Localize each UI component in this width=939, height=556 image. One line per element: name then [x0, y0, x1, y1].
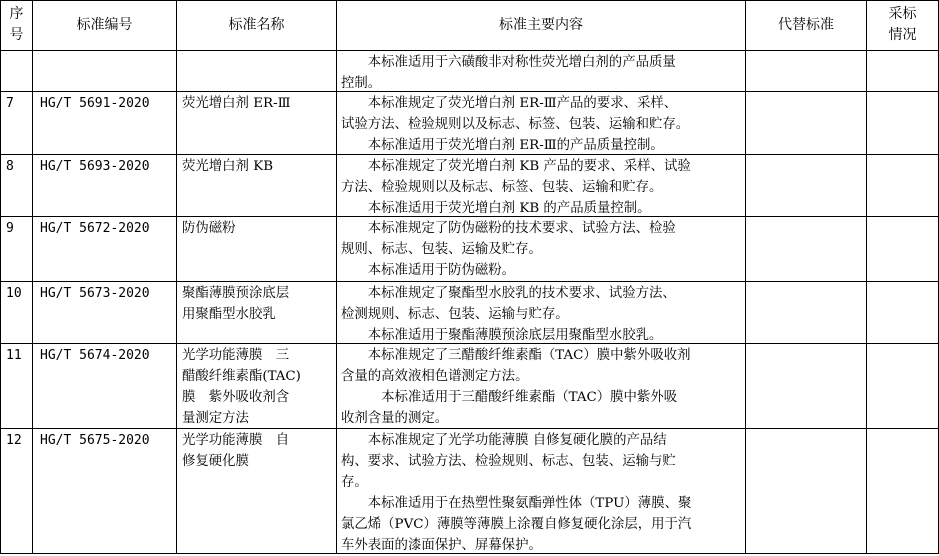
header-seq: 序 号 [9, 6, 24, 43]
col-divider [0, 0, 1, 554]
row-std-no: HG/T 5691-2020 [40, 96, 150, 111]
content-line: 本标准适用于在热塑性聚氨酯弹性体（TPU）薄膜、聚 [341, 496, 692, 511]
row-divider [0, 281, 939, 282]
table-border-top [0, 0, 939, 1]
name-line: 聚酯薄膜预涂底层 [182, 286, 290, 301]
content-line: 氯乙烯（PVC）薄膜等薄膜上涂覆自修复硬化涂层，用于汽 [341, 517, 692, 532]
content-line: 本标准规定了荧光增白剂 ER-Ⅲ产品的要求、采样、 [341, 96, 678, 111]
row-seq: 12 [6, 433, 22, 448]
header-divider [0, 50, 939, 51]
row-content [341, 93, 745, 156]
name-line: 用聚酯型水胶乳 [182, 307, 276, 322]
row-std-name [182, 345, 336, 429]
row-std-name [182, 218, 336, 239]
header-content: 标准主要内容 [499, 17, 583, 33]
content-line: 本标准规定了光学功能薄膜 自修复硬化膜的产品结 [341, 433, 667, 448]
content-line: 方法、检验规则以及标志、标签、包装、运输和贮存。 [341, 180, 663, 195]
row-std-name [182, 430, 336, 472]
content-line: 规则、标志、包装、运输及贮存。 [341, 242, 542, 257]
row-seq: 10 [6, 286, 22, 301]
content-line: 本标准适用于聚酯薄膜预涂底层用聚酯型水胶乳。 [341, 328, 663, 343]
row-std-name [182, 283, 336, 325]
content-line: 存。 [341, 475, 368, 490]
content-line: 试验方法、检验规则以及标志、标签、包装、运输和贮存。 [341, 117, 690, 132]
header-adopt: 采标 情况 [888, 6, 917, 43]
content-line: 本标准适用于荧光增白剂 KB 的产品质量控制。 [341, 201, 651, 216]
name-line: 修复硬化膜 [182, 454, 249, 469]
content-line: 收剂含量的测定。 [341, 411, 449, 426]
name-line: 荧光增白剂 ER-Ⅲ [182, 96, 291, 111]
row-seq: 8 [6, 159, 14, 174]
content-line: 车外表面的漆面保护、屏幕保护。 [341, 538, 542, 553]
row-std-no: HG/T 5673-2020 [40, 286, 150, 301]
content-line: 本标准规定了三醋酸纤维素酯（TAC）膜中紫外吸收剂 [341, 348, 691, 363]
name-line: 量测定方法 [182, 411, 249, 426]
header-std-no: 标准编号 [76, 17, 133, 33]
content-line: 本标准适用于三醋酸纤维素酯（TAC）膜中紫外吸 [341, 390, 678, 405]
name-line: 荧光增白剂 KB [182, 159, 274, 174]
content-line: 控制。 [341, 76, 382, 91]
content-line: 检测规则、标志、包装、运输与贮存。 [341, 307, 569, 322]
row-content [341, 52, 745, 94]
col-divider [336, 0, 337, 554]
row-seq: 7 [6, 96, 14, 111]
col-divider [745, 0, 746, 554]
content-line: 本标准适用于防伪磁粉。 [341, 263, 516, 278]
col-divider [32, 0, 33, 554]
row-seq: 11 [6, 348, 22, 363]
content-line: 含量的高效液相色谱测定方法。 [341, 369, 529, 384]
name-line: 光学功能薄膜 自 [182, 433, 290, 448]
header-replace: 代替标准 [778, 17, 834, 33]
row-std-name [182, 156, 336, 177]
row-std-no: HG/T 5675-2020 [40, 433, 150, 448]
name-line: 膜 紫外吸收剂含 [182, 390, 290, 405]
name-line: 光学功能薄膜 三 [182, 348, 290, 363]
row-seq: 9 [6, 221, 14, 236]
name-line: 醋酸纤维素酯(TAC) [182, 369, 301, 384]
row-std-no: HG/T 5693-2020 [40, 159, 150, 174]
name-line: 防伪磁粉 [182, 221, 236, 236]
row-content [341, 345, 745, 429]
col-divider [176, 0, 177, 554]
header-std-name: 标准名称 [228, 17, 285, 33]
row-std-no: HG/T 5674-2020 [40, 348, 150, 363]
content-line: 本标准适用于荧光增白剂 ER-Ⅲ的产品质量控制。 [341, 138, 664, 153]
row-content [341, 156, 745, 219]
content-line: 本标准适用于六磺酸非对称性荧光增白剂的产品质量 [341, 55, 676, 70]
row-content [341, 218, 745, 281]
row-content [341, 430, 745, 556]
content-line: 本标准规定了聚酯型水胶乳的技术要求、试验方法、 [341, 286, 676, 301]
row-std-no: HG/T 5672-2020 [40, 221, 150, 236]
content-line: 本标准规定了防伪磁粉的技术要求、试验方法、检验 [341, 221, 676, 236]
row-std-name [182, 93, 336, 114]
col-divider [866, 0, 867, 554]
row-content [341, 283, 745, 346]
content-line: 本标准规定了荧光增白剂 KB 产品的要求、采样、试验 [341, 159, 691, 174]
content-line: 构、要求、试验方法、检验规则、标志、包装、运输与贮 [341, 454, 676, 469]
